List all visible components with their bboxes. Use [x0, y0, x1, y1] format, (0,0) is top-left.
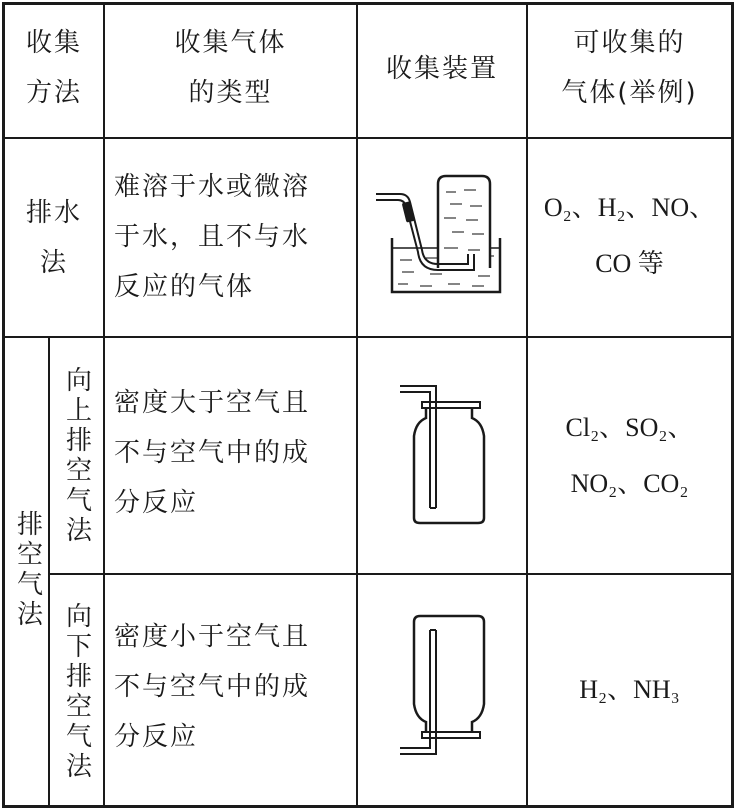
downward-method: [52, 583, 102, 801]
header-examples: [528, 18, 731, 118]
upward-gas-examples: [528, 400, 731, 512]
downward-gas-type-line2: 不与空气中的成: [114, 672, 311, 702]
downward-gas-examples-line1: H₂、NH₃: [579, 675, 680, 704]
water-gas-type-line2: 于水，且不与水: [114, 222, 311, 252]
header-divider: [2, 137, 734, 139]
upward-gas-examples-line2: NO₂、CO₂: [570, 469, 689, 498]
header-gas-type-line1: 收集气体: [174, 28, 287, 58]
downward-method-label: 向下排空气法: [61, 602, 92, 782]
header-gas-type: [105, 18, 356, 118]
water-gas-type-line3: 反应的气体: [114, 272, 255, 302]
water-method-line2: 法: [39, 248, 68, 278]
upward-gas-type-line1: 密度大于空气且: [114, 388, 311, 418]
upward-method-label: 向上排空气法: [61, 366, 92, 546]
header-examples-line1: 可收集的: [573, 28, 686, 58]
header-device: [358, 44, 526, 94]
water-gas-type: [114, 162, 354, 312]
upward-method: [52, 345, 102, 567]
col-divider-2: [356, 2, 358, 808]
downward-gas-examples: [528, 662, 731, 718]
header-gas-type-line2: 的类型: [188, 78, 273, 108]
header-device-label: 收集装置: [385, 54, 498, 84]
upward-gas-type-line2: 不与空气中的成: [114, 438, 311, 468]
header-examples-line2: 气体(举例): [561, 78, 698, 108]
water-gas-examples-line1: O₂、H₂、NO、: [543, 193, 716, 222]
table-border-left: [2, 2, 5, 808]
water-gas-examples: [528, 180, 731, 292]
downward-gas-type-line1: 密度小于空气且: [114, 622, 311, 652]
col-divider-1: [103, 2, 105, 808]
upward-gas-type-line3: 分反应: [114, 488, 199, 518]
upward-gas-examples-line1: Cl₂、SO₂、: [565, 413, 694, 442]
upward-gas-type: [114, 378, 354, 528]
water-gas-examples-line2: CO 等: [595, 249, 664, 278]
row-divider: [2, 336, 734, 338]
subrow-divider: [48, 573, 734, 575]
table-border-bottom: [2, 805, 734, 808]
upward-air-displacement-apparatus: [396, 378, 496, 528]
air-method: [8, 480, 48, 660]
water-method-line1: 排水: [25, 198, 82, 228]
table-border-top: [2, 2, 734, 5]
water-method: [5, 188, 103, 288]
downward-air-displacement-apparatus: [396, 608, 496, 763]
water-displacement-apparatus: [372, 170, 512, 298]
method-subcol-divider: [48, 336, 50, 808]
water-gas-type-line1: 难溶于水或微溶: [114, 172, 311, 202]
header-method-line2: 方法: [25, 78, 82, 108]
downward-gas-type: [114, 612, 354, 762]
table-border-right: [731, 2, 734, 808]
downward-gas-type-line3: 分反应: [114, 722, 199, 752]
air-method-label: 排空气法: [12, 510, 43, 630]
header-method: [5, 18, 103, 118]
header-method-line1: 收集: [25, 28, 82, 58]
